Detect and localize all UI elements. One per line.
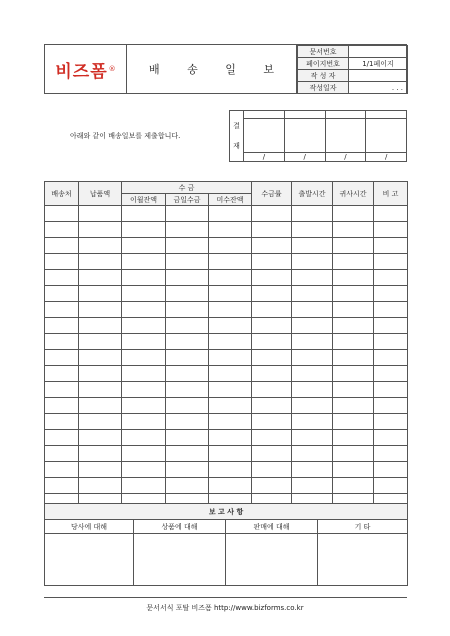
table-cell[interactable] <box>166 206 209 222</box>
table-cell[interactable] <box>374 462 408 478</box>
table-cell[interactable] <box>122 254 166 270</box>
document-header <box>44 44 407 94</box>
report-cell-company[interactable] <box>45 534 134 586</box>
table-cell[interactable] <box>79 478 122 494</box>
table-cell[interactable] <box>122 350 166 366</box>
meta-label-page-number: 페이지번호 <box>298 58 349 70</box>
table-cell[interactable] <box>166 430 209 446</box>
table-cell[interactable] <box>292 398 333 414</box>
table-cell[interactable] <box>122 446 166 462</box>
table-cell[interactable] <box>292 334 333 350</box>
table-cell[interactable] <box>374 254 408 270</box>
table-row <box>45 446 408 462</box>
table-cell[interactable] <box>333 286 374 302</box>
table-cell[interactable] <box>79 430 122 446</box>
table-cell[interactable] <box>209 334 252 350</box>
approval-sign-cell[interactable] <box>284 119 325 153</box>
table-cell[interactable] <box>209 478 252 494</box>
approval-title-cell[interactable] <box>284 111 325 119</box>
table-cell[interactable] <box>166 414 209 430</box>
table-cell[interactable] <box>45 206 79 222</box>
approval-box <box>229 110 407 162</box>
col-header-today-collection: 금일수금 <box>166 194 209 206</box>
table-cell[interactable] <box>252 238 292 254</box>
delivery-table <box>44 181 408 510</box>
table-cell[interactable] <box>166 318 209 334</box>
table-cell[interactable] <box>45 350 79 366</box>
table-cell[interactable] <box>209 302 252 318</box>
table-cell[interactable] <box>252 350 292 366</box>
table-cell[interactable] <box>333 398 374 414</box>
table-row <box>45 414 408 430</box>
report-cell-other[interactable] <box>318 534 408 586</box>
footer-divider <box>44 597 407 598</box>
table-cell[interactable] <box>79 254 122 270</box>
table-cell[interactable] <box>292 270 333 286</box>
table-cell[interactable] <box>122 462 166 478</box>
table-cell[interactable] <box>333 430 374 446</box>
table-row <box>45 222 408 238</box>
table-cell[interactable] <box>374 238 408 254</box>
document-title: 배 송 일 보 <box>127 45 297 93</box>
table-cell[interactable] <box>79 414 122 430</box>
table-cell[interactable] <box>45 270 79 286</box>
col-header-return-time: 귀사시간 <box>333 182 374 206</box>
table-cell[interactable] <box>292 302 333 318</box>
table-cell[interactable] <box>333 254 374 270</box>
table-cell[interactable] <box>333 462 374 478</box>
table-cell[interactable] <box>209 350 252 366</box>
approval-title-cell[interactable] <box>366 111 407 119</box>
table-cell[interactable] <box>45 462 79 478</box>
table-cell[interactable] <box>122 478 166 494</box>
table-cell[interactable] <box>122 318 166 334</box>
approval-date-cell[interactable]: / <box>284 153 325 162</box>
table-cell[interactable] <box>209 462 252 478</box>
table-cell[interactable] <box>45 446 79 462</box>
table-cell[interactable] <box>333 222 374 238</box>
col-header-destination: 배송처 <box>45 182 79 206</box>
table-cell[interactable] <box>333 238 374 254</box>
table-cell[interactable] <box>45 286 79 302</box>
table-cell[interactable] <box>166 350 209 366</box>
table-cell[interactable] <box>209 318 252 334</box>
table-row <box>45 254 408 270</box>
table-cell[interactable] <box>79 286 122 302</box>
table-cell[interactable] <box>166 270 209 286</box>
approval-sign-cell[interactable] <box>366 119 407 153</box>
table-cell[interactable] <box>166 286 209 302</box>
table-row <box>45 366 408 382</box>
table-cell[interactable] <box>252 430 292 446</box>
table-cell[interactable] <box>209 398 252 414</box>
table-cell[interactable] <box>45 414 79 430</box>
table-cell[interactable] <box>252 382 292 398</box>
table-cell[interactable] <box>374 446 408 462</box>
table-cell[interactable] <box>166 366 209 382</box>
approval-label <box>230 111 244 162</box>
col-header-prev-balance: 이월잔액 <box>122 194 166 206</box>
table-cell[interactable] <box>122 286 166 302</box>
table-cell[interactable] <box>166 398 209 414</box>
table-cell[interactable] <box>166 254 209 270</box>
table-cell[interactable] <box>79 238 122 254</box>
col-header-collection-rate: 수금률 <box>252 182 292 206</box>
approval-title-cell[interactable] <box>244 111 285 119</box>
table-cell[interactable] <box>122 270 166 286</box>
table-cell[interactable] <box>166 446 209 462</box>
table-cell[interactable] <box>209 382 252 398</box>
table-cell[interactable] <box>79 366 122 382</box>
col-header-unpaid-balance: 미수잔액 <box>209 194 252 206</box>
table-row <box>45 462 408 478</box>
table-cell[interactable] <box>79 270 122 286</box>
table-cell[interactable] <box>333 382 374 398</box>
table-cell[interactable] <box>209 366 252 382</box>
approval-date-cell[interactable]: / <box>366 153 407 162</box>
table-cell[interactable] <box>45 382 79 398</box>
table-cell[interactable] <box>122 414 166 430</box>
table-cell[interactable] <box>209 446 252 462</box>
table-cell[interactable] <box>166 462 209 478</box>
table-cell[interactable] <box>252 414 292 430</box>
table-cell[interactable] <box>166 382 209 398</box>
report-section <box>44 503 408 586</box>
report-col-other: 기 타 <box>318 520 408 534</box>
table-cell[interactable] <box>252 286 292 302</box>
table-cell[interactable] <box>292 254 333 270</box>
table-cell[interactable] <box>209 270 252 286</box>
approval-sign-cell[interactable] <box>244 119 285 153</box>
table-cell[interactable] <box>252 206 292 222</box>
table-cell[interactable] <box>333 446 374 462</box>
table-cell[interactable] <box>252 462 292 478</box>
report-title: 보 고 사 항 <box>45 504 408 520</box>
table-cell[interactable] <box>333 350 374 366</box>
meta-value-page-number[interactable]: 1/1페이지 <box>349 58 408 70</box>
table-cell[interactable] <box>292 350 333 366</box>
table-cell[interactable] <box>122 334 166 350</box>
table-cell[interactable] <box>122 238 166 254</box>
table-cell[interactable] <box>209 238 252 254</box>
col-header-collection: 수 금 <box>122 182 252 194</box>
table-cell[interactable] <box>292 462 333 478</box>
table-row <box>45 334 408 350</box>
table-cell[interactable] <box>79 398 122 414</box>
table-cell[interactable] <box>79 382 122 398</box>
table-row <box>45 350 408 366</box>
table-cell[interactable] <box>292 478 333 494</box>
table-cell[interactable] <box>252 270 292 286</box>
table-cell[interactable] <box>122 222 166 238</box>
table-row <box>45 430 408 446</box>
table-cell[interactable] <box>166 302 209 318</box>
intro-statement: 아래와 같이 배송일보를 제출합니다. <box>70 132 181 140</box>
table-row <box>45 318 408 334</box>
table-cell[interactable] <box>252 446 292 462</box>
table-cell[interactable] <box>374 478 408 494</box>
approval-date-cell[interactable]: / <box>325 153 366 162</box>
table-cell[interactable] <box>333 318 374 334</box>
table-cell[interactable] <box>166 334 209 350</box>
table-cell[interactable] <box>333 206 374 222</box>
table-cell[interactable] <box>374 334 408 350</box>
table-cell[interactable] <box>374 318 408 334</box>
table-cell[interactable] <box>292 286 333 302</box>
table-cell[interactable] <box>292 446 333 462</box>
table-cell[interactable] <box>209 286 252 302</box>
table-cell[interactable] <box>122 366 166 382</box>
table-cell[interactable] <box>292 238 333 254</box>
meta-label-date: 작성일자 <box>298 82 349 94</box>
table-cell[interactable] <box>374 350 408 366</box>
table-cell[interactable] <box>252 398 292 414</box>
report-cell-sales[interactable] <box>226 534 318 586</box>
meta-value-doc-number[interactable] <box>349 46 408 58</box>
table-row <box>45 238 408 254</box>
table-cell[interactable] <box>374 286 408 302</box>
table-cell[interactable] <box>374 366 408 382</box>
table-cell[interactable] <box>333 302 374 318</box>
approval-date-cell[interactable]: / <box>244 153 285 162</box>
table-cell[interactable] <box>79 462 122 478</box>
report-cell-product[interactable] <box>134 534 226 586</box>
table-cell[interactable] <box>252 366 292 382</box>
table-cell[interactable] <box>45 366 79 382</box>
table-cell[interactable] <box>252 254 292 270</box>
table-cell[interactable] <box>292 366 333 382</box>
table-cell[interactable] <box>45 302 79 318</box>
approval-label-bottom: 재 <box>233 142 240 150</box>
table-cell[interactable] <box>374 270 408 286</box>
footer-text: 문서서식 포탈 비즈폼 http://www.bizforms.co.kr <box>146 604 304 612</box>
table-cell[interactable] <box>333 270 374 286</box>
table-row <box>45 398 408 414</box>
table-cell[interactable] <box>209 222 252 238</box>
col-header-product: 납품액 <box>79 182 122 206</box>
table-cell[interactable] <box>79 206 122 222</box>
table-cell[interactable] <box>45 334 79 350</box>
table-cell[interactable] <box>374 414 408 430</box>
table-row <box>45 382 408 398</box>
table-cell[interactable] <box>333 478 374 494</box>
table-cell[interactable] <box>122 382 166 398</box>
table-cell[interactable] <box>252 318 292 334</box>
table-cell[interactable] <box>45 222 79 238</box>
table-cell[interactable] <box>79 350 122 366</box>
table-cell[interactable] <box>45 398 79 414</box>
logo-text: 비즈폼 <box>55 61 108 82</box>
meta-label-author: 작 성 자 <box>298 70 349 82</box>
table-row <box>45 478 408 494</box>
table-cell[interactable] <box>209 206 252 222</box>
table-row <box>45 270 408 286</box>
bizforms-logo <box>45 45 127 93</box>
table-cell[interactable] <box>166 222 209 238</box>
table-cell[interactable] <box>252 478 292 494</box>
table-cell[interactable] <box>292 206 333 222</box>
table-cell[interactable] <box>79 318 122 334</box>
table-cell[interactable] <box>292 430 333 446</box>
table-cell[interactable] <box>45 254 79 270</box>
meta-value-author[interactable] <box>349 70 408 82</box>
meta-value-date[interactable]: . . . <box>349 82 408 94</box>
table-cell[interactable] <box>45 478 79 494</box>
report-col-sales: 판매에 대해 <box>226 520 318 534</box>
report-col-product: 상품에 대해 <box>134 520 226 534</box>
approval-sign-cell[interactable] <box>325 119 366 153</box>
table-cell[interactable] <box>374 222 408 238</box>
table-cell[interactable] <box>166 238 209 254</box>
table-cell[interactable] <box>374 430 408 446</box>
table-cell[interactable] <box>252 222 292 238</box>
document-meta-table <box>297 45 408 94</box>
table-cell[interactable] <box>374 302 408 318</box>
table-cell[interactable] <box>252 334 292 350</box>
table-cell[interactable] <box>122 398 166 414</box>
col-header-remarks: 비 고 <box>374 182 408 206</box>
table-cell[interactable] <box>79 222 122 238</box>
table-cell[interactable] <box>374 398 408 414</box>
table-cell[interactable] <box>292 222 333 238</box>
table-row <box>45 302 408 318</box>
table-cell[interactable] <box>292 318 333 334</box>
table-cell[interactable] <box>122 206 166 222</box>
table-cell[interactable] <box>292 382 333 398</box>
table-cell[interactable] <box>209 414 252 430</box>
table-row <box>45 286 408 302</box>
table-cell[interactable] <box>374 382 408 398</box>
table-cell[interactable] <box>333 334 374 350</box>
table-cell[interactable] <box>45 430 79 446</box>
meta-label-doc-number: 문서번호 <box>298 46 349 58</box>
table-cell[interactable] <box>79 334 122 350</box>
table-cell[interactable] <box>252 302 292 318</box>
report-col-company: 당사에 대해 <box>45 520 134 534</box>
table-cell[interactable] <box>122 430 166 446</box>
table-row <box>45 206 408 222</box>
registered-mark: ® <box>108 65 116 73</box>
table-cell[interactable] <box>122 302 166 318</box>
table-cell[interactable] <box>374 206 408 222</box>
table-cell[interactable] <box>166 478 209 494</box>
table-cell[interactable] <box>45 238 79 254</box>
approval-label-top: 결 <box>233 122 240 130</box>
table-cell[interactable] <box>292 414 333 430</box>
table-cell[interactable] <box>333 366 374 382</box>
table-cell[interactable] <box>209 254 252 270</box>
approval-title-cell[interactable] <box>325 111 366 119</box>
table-cell[interactable] <box>209 430 252 446</box>
table-cell[interactable] <box>79 446 122 462</box>
table-cell[interactable] <box>45 318 79 334</box>
table-cell[interactable] <box>333 414 374 430</box>
table-cell[interactable] <box>79 302 122 318</box>
col-header-departure-time: 출발시간 <box>292 182 333 206</box>
